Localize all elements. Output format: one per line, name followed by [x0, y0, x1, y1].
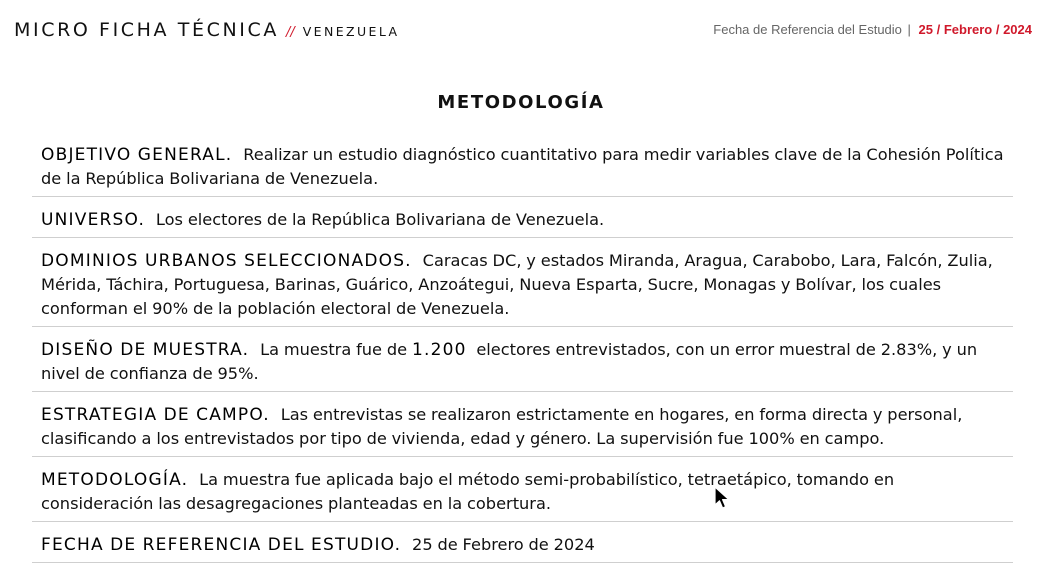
section-text: 25 de Febrero de 2024	[412, 535, 595, 554]
sample-size-value: 1.200	[411, 340, 467, 360]
section-universo	[32, 208, 1013, 238]
section-text: Realizar un estudio diagnóstico cuantitativo para medir variables clave de la Cohesión Política de la República Bolivariana de Venezuela.	[41, 145, 1004, 188]
section-text: Las entrevistas se realizaron estrictamente en hogares, en forma directa y personal, clasificando a los entrevistados por tipo de vivienda, edad y género. La supervisión fue 100% en campo.	[41, 405, 963, 448]
reference-date-block	[713, 22, 1032, 37]
section-label: METODOLOGÍA.	[41, 470, 189, 490]
section-label: FECHA DE REFERENCIA DEL ESTUDIO.	[41, 535, 402, 555]
section-estrategia-campo	[32, 403, 1013, 457]
brand-country: VENEZUELA	[302, 24, 400, 39]
section-label: UNIVERSO.	[41, 210, 146, 230]
section-diseno-muestra	[32, 338, 1013, 392]
brand-slash: //	[285, 25, 295, 40]
section-objetivo-general	[32, 143, 1013, 197]
section-dominios-urbanos	[32, 249, 1013, 327]
section-metodologia	[32, 468, 1013, 522]
section-label: OBJETIVO GENERAL.	[41, 145, 233, 165]
reference-date: 25 / Febrero / 2024	[918, 22, 1032, 37]
section-label: ESTRATEGIA DE CAMPO.	[41, 405, 270, 425]
page-title: METODOLOGÍA	[437, 92, 605, 113]
reference-separator: |	[907, 22, 911, 37]
brand-title: MICRO FICHA TÉCNICA	[14, 19, 279, 41]
reference-label: Fecha de Referencia del Estudio	[713, 22, 902, 37]
section-text-before: La muestra fue de	[260, 340, 408, 359]
section-text-after: electores entrevistados, con un error muestral de 2.83%, y un nivel de confianza de 95%.	[41, 340, 978, 383]
section-label: DOMINIOS URBANOS SELECCIONADOS.	[41, 251, 412, 271]
section-text: La muestra fue aplicada bajo el método semi-probabilístico, tetraetápico, tomando en consideración las desagregaciones planteadas en la cobertura.	[41, 470, 895, 513]
section-label: DISEÑO DE MUESTRA.	[41, 340, 250, 360]
section-fecha-referencia	[32, 533, 1013, 563]
methodology-sections	[32, 143, 1013, 563]
section-text: Caracas DC, y estados Miranda, Aragua, Carabobo, Lara, Falcón, Zulia, Mérida, Táchira, Portuguesa, Barinas, Guárico, Anzoátegui, Nueva Esparta, Sucre, Monagas y Bolívar, los cuales conforman el 90% de la población electoral de Venezuela.	[41, 251, 993, 318]
brand	[14, 19, 399, 41]
page-header	[0, 0, 1042, 60]
section-text: Los electores de la República Bolivariana de Venezuela.	[155, 210, 605, 229]
mouse-pointer-icon	[713, 486, 733, 510]
